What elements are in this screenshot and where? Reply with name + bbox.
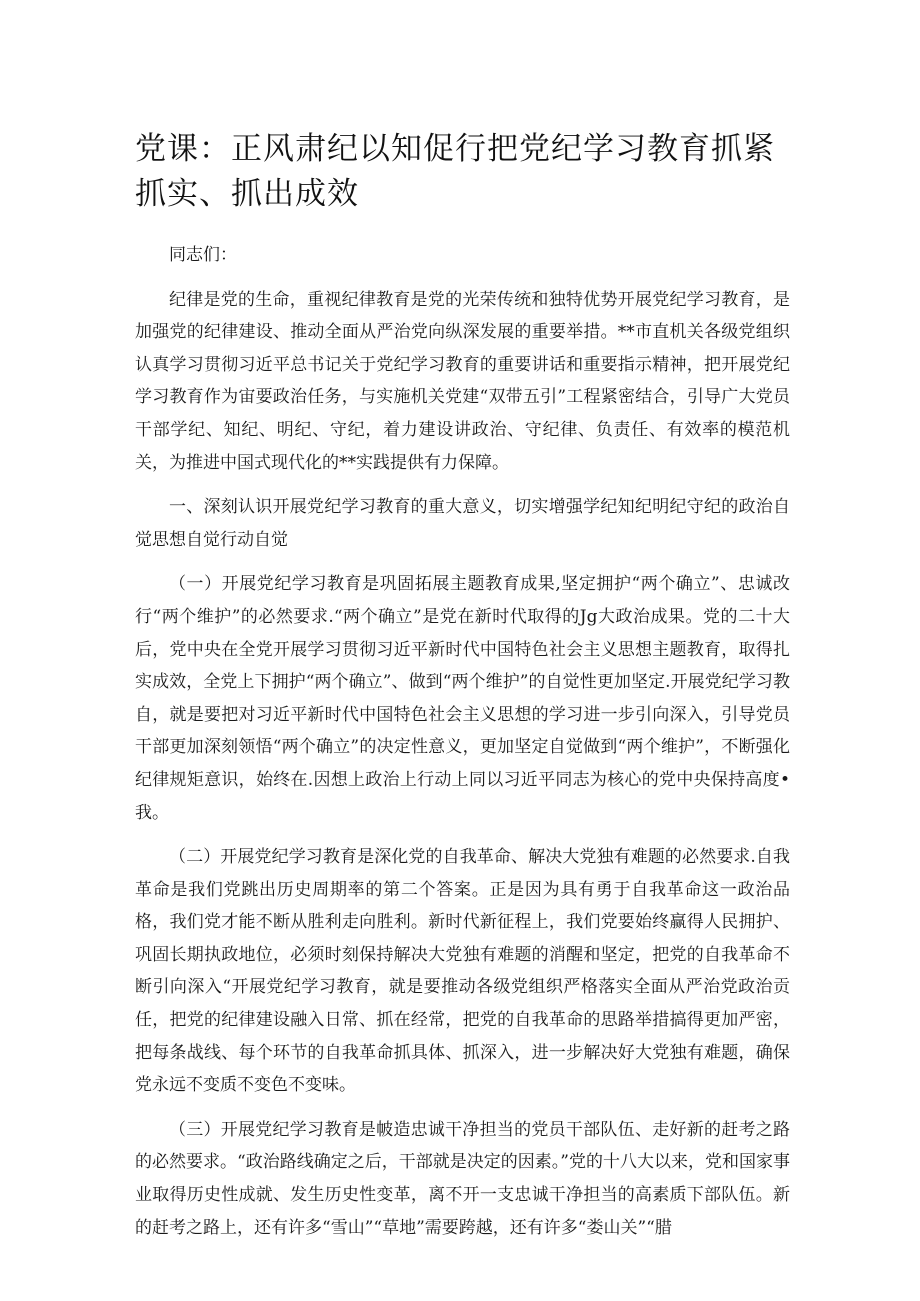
- section-heading-1: 一、深刻认识开展党纪学习教育的重大意义，切实增强学纪知纪明纪守纪的政治自觉思想自觉行动自觉: [135, 497, 790, 550]
- paragraph-point-2: （二）开展党纪学习教育是深化党的自我革命、解决大党独有难题的必然要求.自我革命是我们党跳出历史周期率的第二个答案。正是因为具有勇于自我革命这一政治品格，我们党才能不断从胜利走向胜利。新时代新征程上，我们党要始终赢得人民拥护、巩固长期执政地位，必须时刻保持解决大党独有难题的消醒和坚定，把党的自我革命不断引向深入“开展党纪学习教育，就是要推动各级党组织严格落实全面从严治党政治贡任，把党的纪律建设融入日常、抓在经常，把党的自我革命的思路举措搞得更加严密，把每条战线、每个环节的自我革命抓具体、抓深入，进一步解决好大党独有难题，确保党永远不变质不变色不变味。: [135, 847, 790, 1096]
- document-title: 党课：正风肃纪以知促行把党纪学习教育抓紧抓实、抓出成效: [135, 131, 775, 212]
- paragraph-point-1: （一）开展党纪学习教育是巩固拓展主题教育成果,坚定拥护“两个确立”、忠诚改行“两个维护”的必然要求.“两个确立”是党在新时代取得的Jg大政治成果。党的二十大后，党中央在全党开展学习贯彻习近平新时代中国特色社会主义思想主题教育，取得扎实成效，全党上下拥护“两个确立”、做到“两个维护”的自觉性更加坚定.开展党纪学习教自，就是要把对习近平新时代中国特色社会主义思想的学习进一步引向深入，引导党员干部更加深刻领悟“两个确立”的决定性意义，更加坚定自觉做到“两个维护”，不断强化纪律规矩意识，始终在.因想上政治上行动上同以习近平同志为核心的党中央保持高度•我。: [135, 574, 790, 823]
- greeting: 同志们：: [169, 245, 237, 265]
- paragraph-point-3: （三）开展党纪学习教育是帔造忠诚干净担当的党员干部队伍、走好新的赶考之路的必然要求。“政治路线确定之后，干部就是决定的因素。”党的十八大以来，党和国家事业取得历史性成就、发生历史性变革，离不开一支忠诚干净担当的高素质下部队伍。新的赶考之路上，还有许多“雪山”“草地”需要跨越，还有许多“娄山关”“腊: [135, 1119, 790, 1238]
- paragraph-intro: 纪律是党的生命，重视纪律教育是党的光荣传统和独特优势开展党纪学习教育，是加强党的纪律建设、推动全面从严治党向纵深发展的重要举措。**市直机关各级党组织认真学习贯彻习近平总书记关于党纪学习教育的重要讲话和重要指示精神，把开展党纪学习教育作为宙要政治任务，与实施机关党建“双带五引”工程紧密结合，引导广大党员干部学纪、知纪、明纪、守纪，着力建设讲政治、守纪律、负责任、有效率的模范机关，为推进中国式现代化的**实践提供有力保障。: [135, 289, 790, 473]
